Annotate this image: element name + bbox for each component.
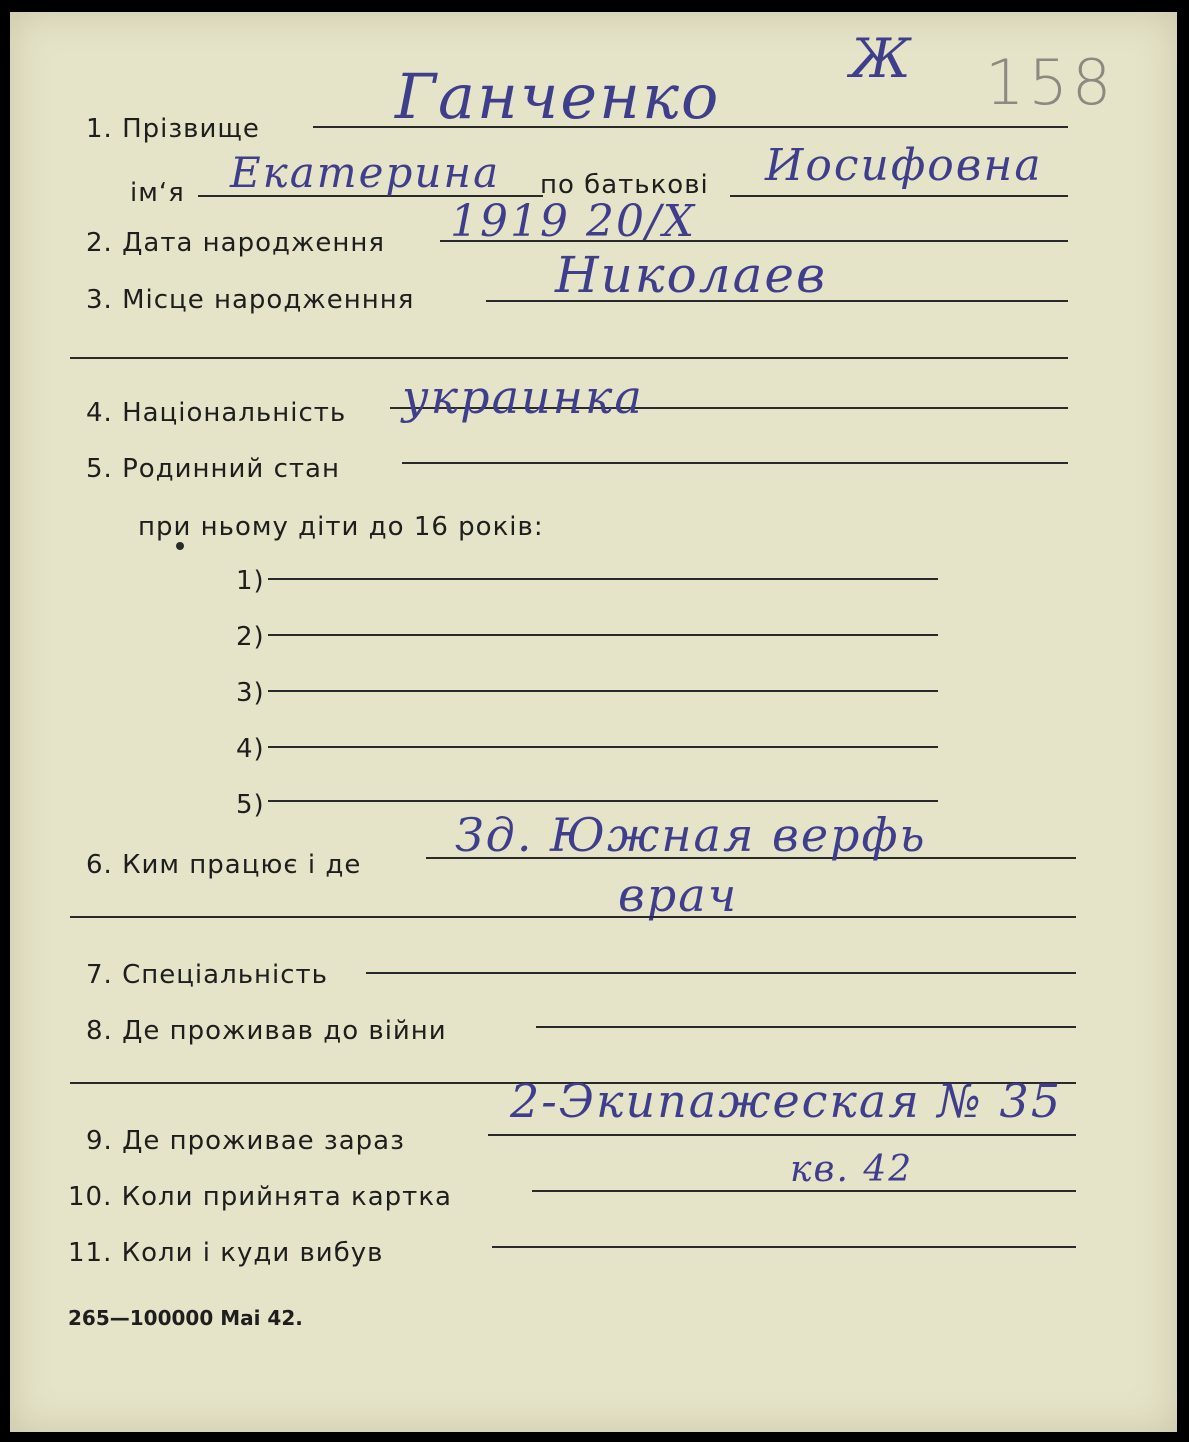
current-address-value: 2-Экипажеская № 35	[510, 1074, 1063, 1128]
birth-place-value: Николаев	[555, 246, 828, 304]
child-2-label: 2)	[236, 622, 265, 652]
patronymic-value: Иосифовна	[765, 140, 1043, 191]
marital-status-label: 5. Родинний стан	[86, 454, 340, 484]
child-2-line	[268, 634, 938, 636]
apartment-value: кв. 42	[790, 1149, 914, 1190]
specialty-line	[366, 972, 1076, 974]
workplace-value: Зд. Южная верфь	[455, 808, 927, 862]
prewar-address-line	[536, 1026, 1076, 1028]
first-name-value: Екатерина	[230, 148, 501, 197]
child-1-label: 1)	[236, 566, 265, 596]
birth-date-label: 2. Дата народження	[86, 228, 386, 258]
specialty-label: 7. Спеціальність	[86, 960, 329, 990]
children-label: при ньому діти до 16 років:	[138, 512, 544, 542]
surname-value: Ганченко	[395, 60, 721, 133]
first-name-label: ім‘я	[130, 178, 185, 208]
child-1-line	[268, 578, 938, 580]
occupation-value: врач	[618, 868, 739, 922]
current-address-line	[488, 1134, 1076, 1136]
card-accepted-line	[532, 1190, 1076, 1192]
nationality-value: украинка	[402, 370, 644, 424]
child-4-label: 4)	[236, 734, 265, 764]
registration-card	[10, 12, 1177, 1432]
marital-status-line	[402, 462, 1068, 464]
child-4-line	[268, 746, 938, 748]
card-accepted-label: 10. Коли прийнята картка	[68, 1182, 452, 1212]
patronymic-line	[730, 195, 1068, 197]
departure-label: 11. Коли і куди вибув	[68, 1238, 384, 1268]
current-address-label: 9. Де проживае зараз	[86, 1126, 405, 1156]
surname-label: 1. Прізвище	[86, 114, 260, 144]
nationality-label: 4. Національність	[86, 398, 347, 428]
birth-date-value: 1919 20/X	[450, 196, 697, 247]
prewar-address-label: 8. Де проживав до війни	[86, 1016, 447, 1046]
child-5-label: 5)	[236, 790, 265, 820]
child-3-label: 3)	[236, 678, 265, 708]
ink-spot	[176, 542, 184, 550]
patronymic-label: по батькові	[540, 170, 709, 200]
departure-line	[492, 1246, 1076, 1248]
child-5-line	[268, 800, 938, 802]
workplace-extra-line	[70, 916, 1076, 918]
birth-place-extra-line	[70, 357, 1068, 359]
corner-letter: Ж	[850, 27, 913, 90]
child-3-line	[268, 690, 938, 692]
birth-place-label: 3. Місце народженння	[86, 285, 415, 315]
print-code: 265—100000 Mai 42.	[68, 1306, 303, 1330]
workplace-label: 6. Ким працює і де	[86, 850, 362, 880]
pencil-number: 158	[985, 46, 1116, 119]
